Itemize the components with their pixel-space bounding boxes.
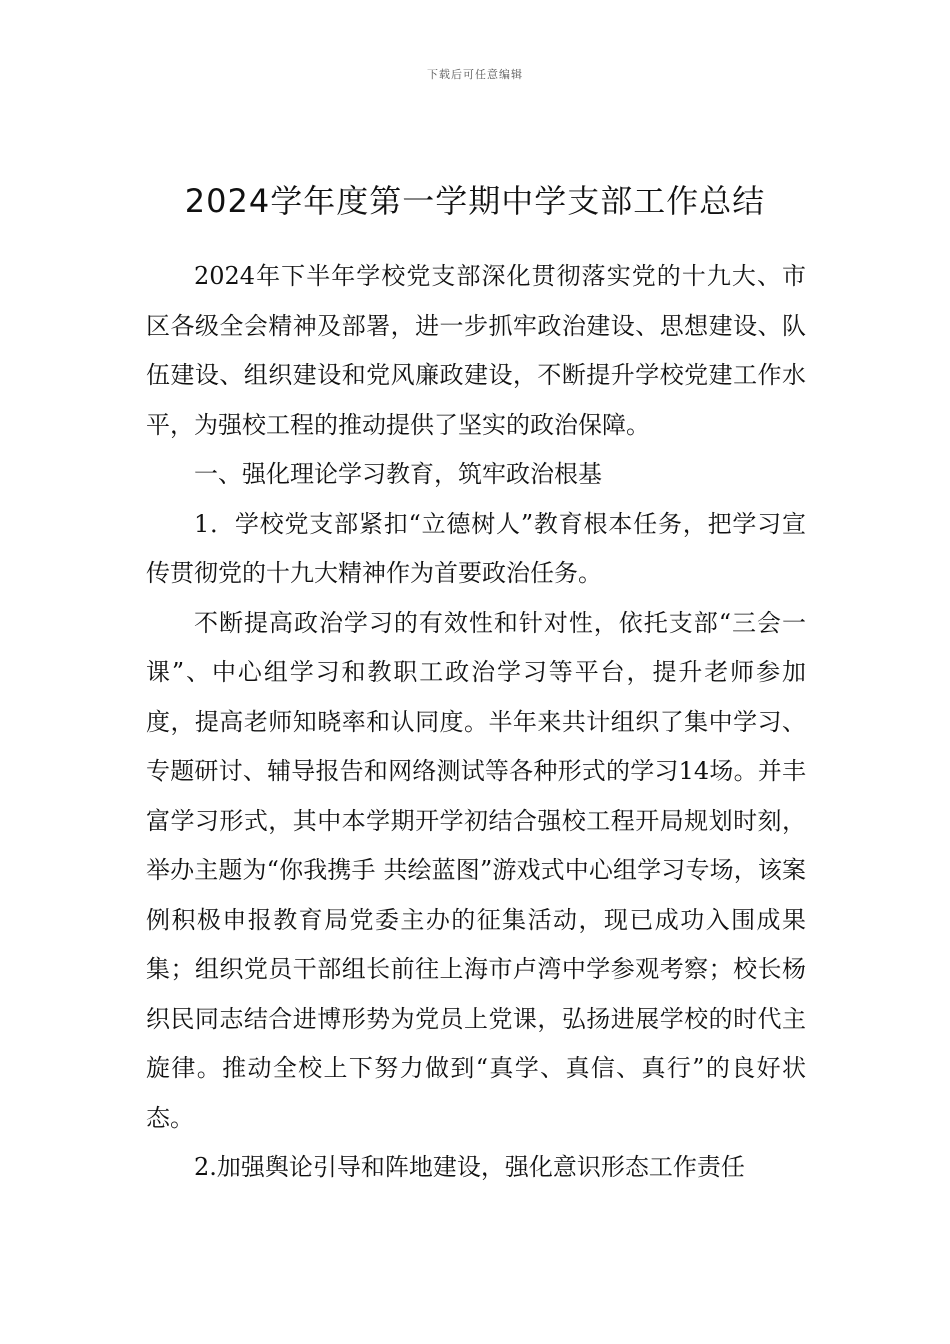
intro-paragraph: 2024年下半年学校党支部深化贯彻落实党的十九大、市区各级全会精神及部署，进一步抓牢政治建设、思想建设、队伍建设、组织建设和党风廉政建设，不断提升学校党建工作水平，为强校工程的推动提供了坚实的政治保障。 bbox=[146, 262, 806, 439]
document-body bbox=[146, 252, 806, 1193]
page-header-note: 下载后可任意编辑 bbox=[427, 68, 523, 81]
study-details-paragraph: 不断提高政治学习的有效性和针对性，依托支部“三会一课”、中心组学习和教职工政治学习等平台，提升老师参加度，提高老师知晓率和认同度。半年来共计组织了集中学习、专题研讨、辅导报告和网络测试等各种形式的学习14场。并丰富学习形式，其中本学期开学初结合强校工程开局规划时刻，举办主题为“你我携手 共绘蓝图”游戏式中心组学习专场，该案例积极申报教育局党委主办的征集活动，现已成功入围成果集；组织党员干部组长前往上海市卢湾中学参观考察；校长杨织民同志结合进博形势为党员上党课，弘扬进展学校的时代主旋律。推动全校上下努力做到“真学、真信、真行”的良好状态。 bbox=[146, 608, 806, 1132]
document-title: 2024学年度第一学期中学支部工作总结 bbox=[184, 182, 766, 220]
section-heading-1: 一、强化理论学习教育，筑牢政治根基 bbox=[194, 460, 602, 488]
item-1-paragraph: 1．学校党支部紧扣“立德树人”教育根本任务，把学习宣传贯彻党的十九大精神作为首要政治任务。 bbox=[146, 509, 806, 587]
item-2-paragraph: 2.加强舆论引导和阵地建设，强化意识形态工作责任 bbox=[194, 1153, 745, 1181]
